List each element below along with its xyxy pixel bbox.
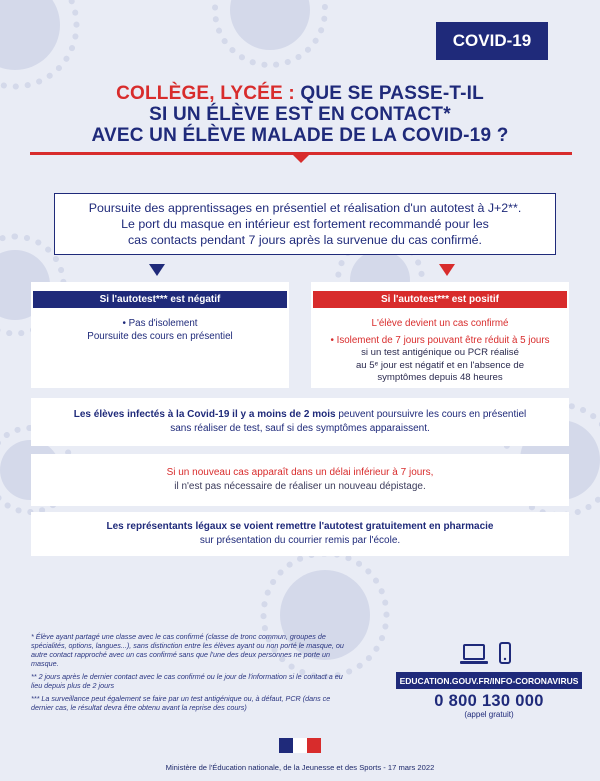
negative-result-card <box>31 282 289 388</box>
arrow-down-icon <box>149 264 165 276</box>
new-case-line: Si un nouveau cas apparaît dans un délai inférieur à 7 jours, <box>166 467 434 478</box>
positive-header: Si l'autotest*** est positif <box>313 291 567 308</box>
infected-info-box <box>31 398 569 446</box>
negative-bullet: • Pas d'isolement <box>122 318 198 329</box>
footnote: *** La surveillance peut également se faire par un test antigénique ou, à défaut, PCR (dans ce dernier cas, le résultat devra être obtenu avant la reprise des cours) <box>31 694 331 712</box>
legal-line: sur présentation du courrier remis par l'école. <box>199 535 401 546</box>
title-red-part: COLLÈGE, LYCÉE : <box>116 83 295 104</box>
intro-line: Poursuite des apprentissages en présentiel et réalisation d'un autotest à J+2**. <box>88 201 522 215</box>
infected-bold: Les élèves infectés à la Covid-19 il y a moins de 2 mois <box>73 409 336 420</box>
contact-block <box>396 643 582 719</box>
intro-line: Le port du masque en intérieur est fortement recommandé pour les <box>121 217 489 231</box>
phone-note: (appel gratuit) <box>464 710 514 719</box>
infected-text: peuvent poursuivre les cours en présentiel <box>335 409 527 420</box>
positive-line: au 5ᵉ jour est négatif et en l'absence de <box>355 359 525 371</box>
new-case-line: il n'est pas nécessaire de réaliser un nouveau dépistage. <box>174 481 426 492</box>
title-line2: SI UN ÉLÈVE EST EN CONTACT* <box>149 104 451 125</box>
infected-text: sans réaliser de test, sauf si des symptômes apparaissent. <box>170 423 430 434</box>
title-line1: QUE SE PASSE-T-IL <box>294 83 484 104</box>
intro-box <box>54 193 556 255</box>
legal-line: Les représentants légaux se voient remettre l'autotest gratuitement en pharmacie <box>106 521 494 532</box>
footnote: * Élève ayant partagé une classe avec le cas confirmé (classe de tronc commun, groupes de spécialités, options, langues...), sans distinction entre les élèves ayant ou non porté le masque, ou autre contact rapproché avec un cas confirmé sans que l'une des deux personnes ne porte un masque. <box>31 632 344 668</box>
title-line3: AVEC UN ÉLÈVE MALADE DE LA COVID-19 ? <box>91 125 509 146</box>
positive-line: symptômes depuis 48 heures <box>377 372 503 383</box>
new-case-info-box <box>31 454 569 506</box>
arrow-down-icon <box>439 264 455 276</box>
phone-number[interactable]: 0 800 130 000 <box>434 692 544 710</box>
negative-text: Poursuite des cours en présentiel <box>87 330 233 342</box>
page-title <box>30 83 570 146</box>
virus-decoration <box>230 0 310 50</box>
footnote: ** 2 jours après le dernier contact avec le cas confirmé ou le jour de l'information si le contact a eu lieu depuis plus de 2 jours <box>31 672 343 690</box>
website-link[interactable]: EDUCATION.GOUV.FR/INFO-CORONAVIRUS <box>396 672 582 689</box>
legal-info-box <box>31 512 569 556</box>
title-divider-pointer <box>293 155 309 163</box>
footnotes <box>31 632 349 716</box>
positive-line: L'élève devient un cas confirmé <box>371 318 509 329</box>
positive-result-card <box>311 282 569 388</box>
intro-line: cas contacts pendant 7 jours après la survenue du cas confirmé. <box>127 233 483 247</box>
ministry-credit: Ministère de l'Éducation nationale, de la Jeunesse et des Sports - 17 mars 2022 <box>165 763 435 772</box>
positive-line: si un test antigénique ou PCR réalisé <box>361 347 519 358</box>
virus-decoration <box>0 0 60 70</box>
covid-badge: COVID-19 <box>436 22 548 60</box>
republic-logo <box>279 738 321 753</box>
negative-header: Si l'autotest*** est négatif <box>33 291 287 308</box>
positive-line: • Isolement de 7 jours pouvant être réduit à 5 jours <box>330 334 550 346</box>
